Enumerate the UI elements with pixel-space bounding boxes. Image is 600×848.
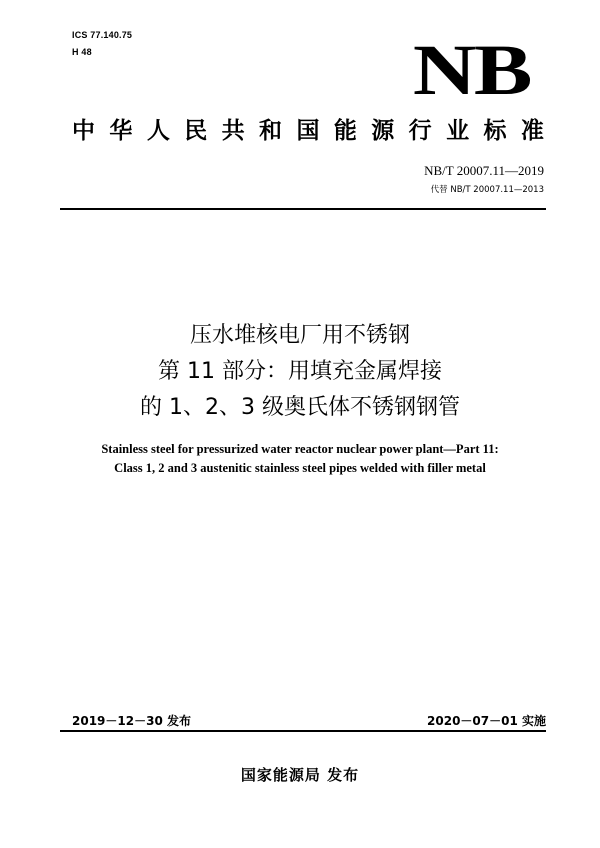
industry-char: 准 (520, 118, 544, 144)
nb-logo: NB (412, 30, 530, 110)
industry-char: 和 (259, 118, 283, 144)
english-title-line: Class 1, 2 and 3 austenitic stainless steel pipes welded with filler metal (114, 461, 486, 475)
ics-code: ICS 77.140.75 (72, 30, 133, 40)
chinese-title-line: 第 11 部分：用填充金属焊接 (158, 359, 442, 384)
industry-char: 国 (296, 118, 320, 144)
industry-char: 行 (408, 118, 432, 144)
industry-standard-heading (72, 116, 544, 146)
industry-char: 华 (109, 118, 133, 144)
industry-char: 业 (446, 118, 470, 144)
bottom-divider (60, 730, 546, 732)
industry-char: 民 (184, 118, 208, 144)
implementation-date: 2020－07－01 实施 (427, 714, 546, 728)
top-divider (60, 208, 546, 210)
industry-char: 标 (483, 118, 507, 144)
industry-char: 能 (333, 118, 357, 144)
english-title (0, 440, 600, 478)
ccs-code: H 48 (72, 47, 92, 57)
english-title-line: Stainless steel for pressurized water reactor nuclear power plant—Part 11: (101, 442, 499, 456)
industry-char: 源 (371, 118, 395, 144)
replaces-standard: 代替 NB/T 20007.11—2013 (430, 185, 544, 195)
industry-char: 人 (146, 118, 170, 144)
chinese-title-line: 压水堆核电厂用不锈钢 (189, 323, 410, 348)
issuing-authority: 国家能源局 发布 (240, 766, 360, 784)
chinese-title-line: 的 1、2、3 级奥氏体不锈钢钢管 (140, 395, 460, 420)
chinese-title (0, 318, 600, 426)
industry-char: 中 (72, 118, 95, 144)
issue-date: 2019－12－30 发布 (72, 714, 191, 728)
industry-char: 共 (221, 118, 245, 144)
standard-number: NB/T 20007.11—2019 (424, 163, 544, 178)
